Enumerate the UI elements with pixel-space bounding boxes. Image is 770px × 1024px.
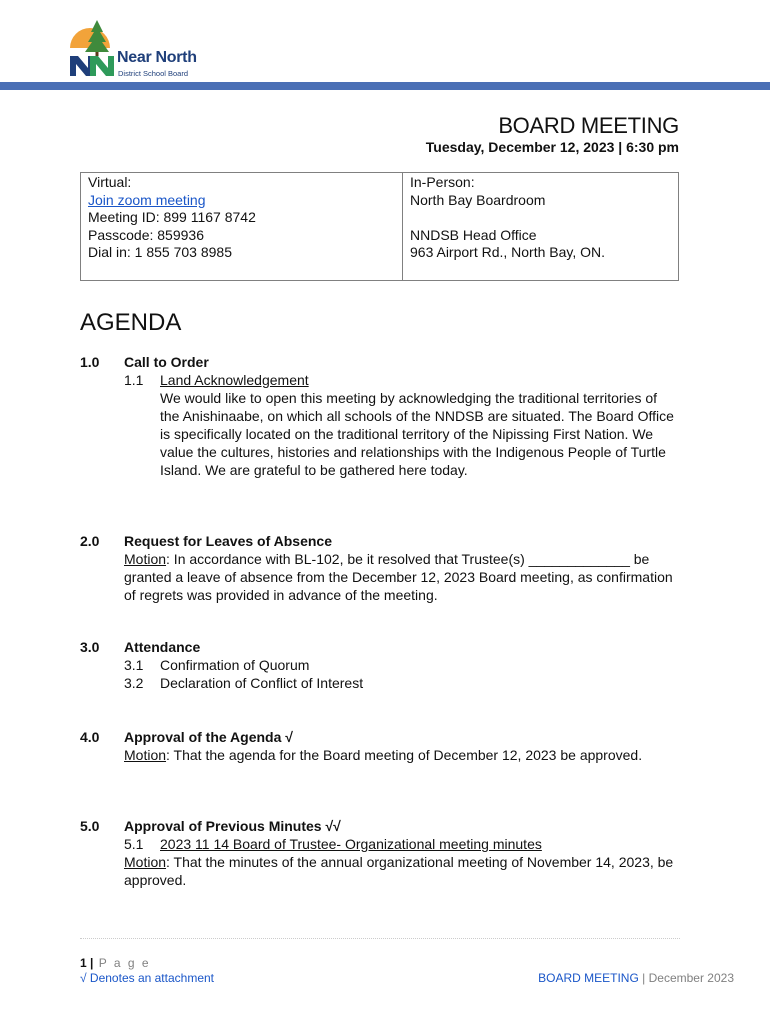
logo-org-name: Near North (117, 49, 197, 66)
in-person-label: In-Person: (410, 174, 475, 190)
footer-divider (80, 938, 680, 939)
sub-item (124, 835, 680, 853)
head-office: NNDSB Head Office (410, 226, 537, 243)
sub-item (124, 674, 680, 692)
motion-label: Motion (124, 551, 167, 567)
minutes-link[interactable]: 2023 11 14 Board of Trustee- Organizational meeting minutes (160, 836, 542, 852)
virtual-column (81, 173, 403, 280)
meeting-id: Meeting ID: 899 1167 8742 (88, 209, 256, 225)
attachment-note: √ Denotes an attachment (80, 971, 214, 985)
item-title: Request for Leaves of Absence (124, 533, 332, 549)
logo-mark-icon (68, 18, 118, 78)
motion-text: Motion: That the minutes of the annual organizational meeting of November 14, 2023, be approved. (124, 854, 674, 888)
virtual-label: Virtual: (88, 174, 132, 190)
sub-item-text: Confirmation of Quorum (160, 657, 310, 673)
item-number: 4.0 (80, 729, 100, 745)
item-title: Approval of the Agenda √ (124, 729, 293, 745)
page-title: BOARD MEETING (498, 113, 679, 138)
agenda-item (80, 638, 680, 692)
footer-title: BOARD MEETING (538, 971, 639, 985)
sub-item-number: 3.1 (124, 657, 144, 673)
office-address: 963 Airport Rd., North Bay, ON. (410, 244, 606, 260)
sub-item-number: 1.1 (124, 372, 144, 388)
sub-item (124, 371, 680, 389)
footer-date: December 2023 (648, 971, 734, 985)
motion-label: Motion (124, 854, 167, 870)
item-number: 1.0 (80, 354, 100, 370)
motion-text: Motion: That the agenda for the Board meeting of December 12, 2023 be approved. (124, 747, 643, 763)
item-title: Approval of Previous Minutes √√ (124, 818, 341, 834)
item-number: 2.0 (80, 533, 100, 549)
item-number: 5.0 (80, 818, 100, 834)
motion-label: Motion (124, 747, 167, 763)
meeting-date: Tuesday, December 12, 2023 | 6:30 pm (425, 139, 679, 155)
logo-org-sub: District School Board (118, 69, 189, 78)
sub-item-number: 5.1 (124, 836, 144, 852)
sub-item-text: Declaration of Conflict of Interest (160, 675, 364, 691)
footer-left (80, 956, 214, 986)
agenda-item (80, 353, 680, 479)
sub-item (124, 656, 680, 674)
land-acknowledgement-text: We would like to open this meeting by acknowledging the traditional territories of the Anishinaabe, on which all schools of the NNDSB are situated. The Board Office is specifically located on the traditional territory of the Nipissing First Nation. We value the cultures, histories and relationships with the Indigenous People of Turtle Island. We are grateful to be gathered here today. (160, 390, 674, 478)
passcode: Passcode: 859936 (88, 226, 204, 243)
meeting-info-table (80, 172, 679, 281)
land-acknowledgement-link[interactable]: Land Acknowledgement (160, 372, 309, 388)
agenda-heading: AGENDA (80, 309, 182, 336)
header-bar (0, 82, 770, 90)
item-title: Attendance (124, 639, 201, 655)
motion-text: Motion: In accordance with BL-102, be it resolved that Trustee(s) _____________ be granted a leave of absence from the December 12, 2023 Board meeting, as confirmation of regrets was provided in advance of the meeting. (124, 551, 673, 603)
footer-right: BOARD MEETING | December 2023 (538, 971, 734, 985)
agenda-item (80, 532, 680, 604)
agenda-item (80, 817, 680, 889)
dial-in: Dial in: 1 855 703 8985 (88, 244, 232, 260)
sub-item-number: 3.2 (124, 675, 144, 691)
in-person-column (403, 173, 678, 280)
item-title: Call to Order (124, 354, 209, 370)
zoom-meeting-link[interactable]: Join zoom meeting (88, 191, 206, 208)
item-number: 3.0 (80, 639, 100, 655)
agenda-item (80, 728, 680, 764)
nndsb-logo (68, 18, 208, 80)
page-number: 1 | P a g e (80, 956, 151, 970)
boardroom: North Bay Boardroom (410, 191, 546, 208)
